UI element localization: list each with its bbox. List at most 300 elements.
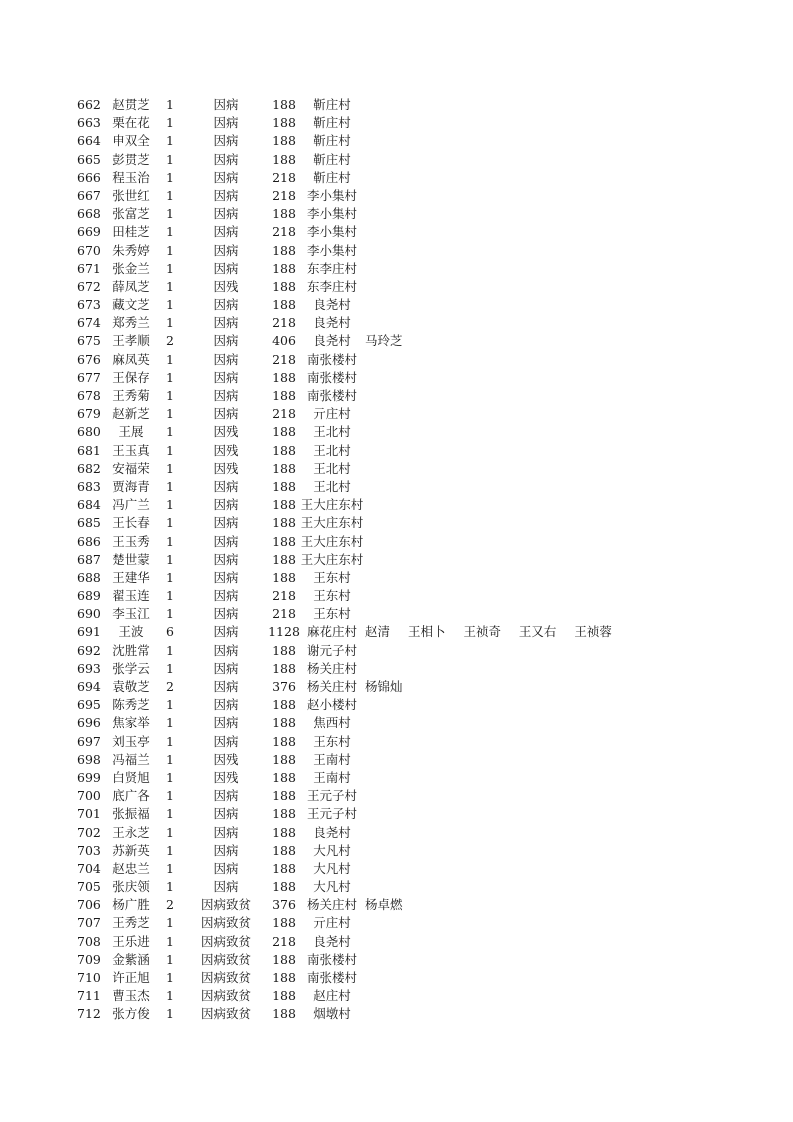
table-row bbox=[0, 842, 793, 860]
table-row bbox=[0, 860, 793, 878]
table-row bbox=[0, 369, 793, 387]
subsidy-amount: 188 bbox=[272, 388, 296, 403]
household-count: 2 bbox=[166, 897, 174, 913]
table-row bbox=[0, 114, 793, 132]
person-name: 翟玉连 bbox=[112, 588, 150, 604]
village-name: 烟墩村 bbox=[313, 1006, 351, 1022]
person-name: 王长春 bbox=[112, 515, 150, 531]
table-row bbox=[0, 151, 793, 169]
village-name: 南张楼村 bbox=[306, 388, 357, 403]
subsidy-amount: 188 bbox=[272, 697, 296, 713]
person-name: 彭贯芝 bbox=[112, 151, 150, 167]
poverty-reason: 因病 bbox=[213, 115, 239, 131]
household-count: 1 bbox=[166, 533, 174, 549]
poverty-reason: 因病 bbox=[213, 733, 239, 749]
household-count: 1 bbox=[166, 733, 174, 749]
subsidy-amount: 188 bbox=[272, 460, 296, 476]
person-name: 沈胜常 bbox=[112, 642, 150, 658]
subsidy-amount: 188 bbox=[272, 515, 296, 531]
village-name: 南张楼村 bbox=[306, 951, 357, 967]
subsidy-amount: 188 bbox=[272, 860, 296, 876]
table-row bbox=[0, 769, 793, 787]
village-name: 亓庄村 bbox=[313, 915, 351, 931]
subsidy-amount: 188 bbox=[272, 824, 296, 840]
row-number: 662 bbox=[77, 97, 101, 112]
table-row bbox=[0, 533, 793, 551]
poverty-reason: 因病 bbox=[213, 660, 239, 676]
poverty-reason: 因残 bbox=[213, 442, 239, 458]
table-row bbox=[0, 623, 793, 641]
village-name: 良尧村 bbox=[313, 933, 351, 949]
table-row bbox=[0, 951, 793, 969]
village-name: 良尧村 bbox=[313, 333, 351, 349]
table-row bbox=[0, 896, 793, 914]
household-members: 杨卓燃 bbox=[365, 897, 403, 913]
household-count: 1 bbox=[166, 824, 174, 840]
household-count: 1 bbox=[166, 351, 174, 367]
table-row bbox=[0, 242, 793, 260]
subsidy-amount: 188 bbox=[272, 715, 296, 731]
subsidy-amount: 188 bbox=[272, 533, 296, 549]
village-name: 赵小楼村 bbox=[306, 697, 357, 713]
row-number: 711 bbox=[77, 988, 101, 1004]
subsidy-amount: 188 bbox=[272, 478, 296, 494]
poverty-reason: 因病 bbox=[213, 806, 239, 822]
village-name: 王大庄东村 bbox=[300, 533, 364, 549]
table-row bbox=[0, 733, 793, 751]
household-count: 1 bbox=[166, 751, 174, 767]
row-number: 676 bbox=[77, 351, 101, 367]
household-members: 马玲芝 bbox=[365, 333, 403, 349]
household-count: 1 bbox=[166, 369, 174, 385]
person-name: 王玉秀 bbox=[112, 533, 150, 549]
village-name: 南张楼村 bbox=[306, 970, 357, 985]
table-row bbox=[0, 805, 793, 823]
subsidy-amount: 188 bbox=[272, 569, 296, 585]
subsidy-amount: 218 bbox=[272, 315, 296, 331]
household-count: 1 bbox=[166, 1006, 174, 1022]
household-count: 1 bbox=[166, 460, 174, 476]
person-name: 张世红 bbox=[112, 187, 150, 203]
table-row bbox=[0, 205, 793, 223]
poverty-reason: 因病 bbox=[213, 533, 239, 549]
person-name: 王波 bbox=[118, 624, 144, 640]
household-count: 2 bbox=[166, 679, 174, 694]
table-row bbox=[0, 132, 793, 150]
person-name: 王展 bbox=[118, 424, 144, 440]
person-name: 冯广兰 bbox=[112, 497, 150, 513]
subsidy-amount: 376 bbox=[272, 897, 296, 913]
poverty-reason: 因病 bbox=[213, 351, 239, 367]
village-name: 王东村 bbox=[313, 588, 351, 604]
row-number: 697 bbox=[77, 733, 101, 749]
village-name: 良尧村 bbox=[313, 824, 351, 840]
table-row bbox=[0, 496, 793, 514]
subsidy-amount: 188 bbox=[272, 260, 296, 276]
poverty-reason: 因病致贫 bbox=[200, 970, 251, 985]
subsidy-amount: 188 bbox=[272, 424, 296, 440]
person-name: 栗在花 bbox=[112, 115, 150, 131]
village-name: 南张楼村 bbox=[306, 351, 357, 367]
row-number: 684 bbox=[77, 497, 101, 513]
village-name: 靳庄村 bbox=[313, 115, 351, 131]
table-row bbox=[0, 878, 793, 896]
village-name: 王大庄东村 bbox=[300, 497, 364, 513]
subsidy-amount: 218 bbox=[272, 169, 296, 185]
subsidy-amount: 1128 bbox=[268, 624, 300, 640]
village-name: 南张楼村 bbox=[306, 369, 357, 385]
poverty-reason: 因病 bbox=[213, 860, 239, 876]
poverty-reason: 因残 bbox=[213, 769, 239, 785]
row-number: 701 bbox=[77, 806, 101, 822]
table-row bbox=[0, 987, 793, 1005]
poverty-reason: 因残 bbox=[213, 424, 239, 440]
table-row bbox=[0, 260, 793, 278]
table-row bbox=[0, 460, 793, 478]
household-count: 1 bbox=[166, 315, 174, 331]
table-row bbox=[0, 787, 793, 805]
household-count: 1 bbox=[166, 551, 174, 567]
household-count: 1 bbox=[166, 879, 174, 895]
village-name: 杨关庄村 bbox=[306, 897, 357, 913]
table-row bbox=[0, 187, 793, 205]
subsidy-amount: 188 bbox=[272, 442, 296, 458]
poverty-reason: 因病 bbox=[213, 569, 239, 585]
subsidy-amount: 188 bbox=[272, 879, 296, 895]
poverty-reason: 因病 bbox=[213, 497, 239, 513]
row-number: 680 bbox=[77, 424, 101, 440]
row-number: 669 bbox=[77, 224, 101, 240]
row-number: 670 bbox=[77, 242, 101, 258]
person-name: 王乐进 bbox=[112, 933, 150, 949]
household-count: 1 bbox=[166, 242, 174, 258]
subsidy-amount: 188 bbox=[272, 97, 296, 112]
table-row bbox=[0, 278, 793, 296]
poverty-reason: 因病 bbox=[213, 406, 239, 422]
household-members: 杨锦灿 bbox=[365, 679, 403, 694]
subsidy-amount: 188 bbox=[272, 115, 296, 131]
table-row bbox=[0, 223, 793, 241]
village-name: 赵庄村 bbox=[313, 988, 351, 1004]
poverty-reason: 因病 bbox=[213, 624, 239, 640]
poverty-reason: 因病 bbox=[213, 715, 239, 731]
person-name: 曹玉杰 bbox=[112, 988, 150, 1004]
household-count: 1 bbox=[166, 660, 174, 676]
household-count: 1 bbox=[166, 788, 174, 804]
row-number: 666 bbox=[77, 169, 101, 185]
person-name: 底广各 bbox=[112, 788, 150, 804]
village-name: 大凡村 bbox=[313, 860, 351, 876]
table-row bbox=[0, 442, 793, 460]
village-name: 杨关庄村 bbox=[306, 660, 357, 676]
person-name: 王玉真 bbox=[112, 442, 150, 458]
table-row bbox=[0, 914, 793, 932]
row-number: 677 bbox=[77, 369, 101, 385]
subsidy-amount: 188 bbox=[272, 297, 296, 313]
poverty-reason: 因病致贫 bbox=[200, 951, 251, 967]
household-count: 1 bbox=[166, 642, 174, 658]
household-count: 1 bbox=[166, 115, 174, 131]
person-name: 杨广胜 bbox=[112, 897, 150, 913]
village-name: 靳庄村 bbox=[313, 169, 351, 185]
poverty-reason: 因残 bbox=[213, 460, 239, 476]
table-row bbox=[0, 387, 793, 405]
subsidy-amount: 188 bbox=[272, 642, 296, 658]
subsidy-amount: 188 bbox=[272, 915, 296, 931]
household-members: 赵清 王相卜 王祯奇 王又右 王祯蓉 bbox=[365, 624, 612, 640]
table-row bbox=[0, 660, 793, 678]
row-number: 673 bbox=[77, 297, 101, 313]
subsidy-amount: 188 bbox=[272, 988, 296, 1004]
person-name: 张振福 bbox=[112, 806, 150, 822]
person-name: 焦家举 bbox=[112, 715, 150, 731]
household-count: 1 bbox=[166, 588, 174, 604]
household-count: 1 bbox=[166, 515, 174, 531]
household-count: 1 bbox=[166, 406, 174, 422]
household-count: 2 bbox=[166, 333, 174, 349]
village-name: 王南村 bbox=[313, 751, 351, 767]
household-count: 1 bbox=[166, 970, 174, 985]
person-name: 冯福兰 bbox=[112, 751, 150, 767]
subsidy-amount: 188 bbox=[272, 951, 296, 967]
row-number: 672 bbox=[77, 278, 101, 294]
household-count: 1 bbox=[166, 697, 174, 713]
table-row bbox=[0, 714, 793, 732]
poverty-reason: 因病 bbox=[213, 169, 239, 185]
subsidy-amount: 188 bbox=[272, 151, 296, 167]
row-number: 695 bbox=[77, 697, 101, 713]
village-name: 焦西村 bbox=[313, 715, 351, 731]
household-count: 1 bbox=[166, 260, 174, 276]
person-name: 王秀菊 bbox=[112, 388, 150, 403]
table-row bbox=[0, 605, 793, 623]
poverty-reason: 因病 bbox=[213, 260, 239, 276]
person-name: 王秀芝 bbox=[112, 915, 150, 931]
poverty-reason: 因病 bbox=[213, 388, 239, 403]
subsidy-amount: 188 bbox=[272, 369, 296, 385]
person-name: 许正旭 bbox=[112, 970, 150, 985]
household-count: 1 bbox=[166, 860, 174, 876]
household-count: 1 bbox=[166, 769, 174, 785]
poverty-reason: 因病 bbox=[213, 515, 239, 531]
village-name: 良尧村 bbox=[313, 315, 351, 331]
subsidy-amount: 406 bbox=[272, 333, 296, 349]
poverty-reason: 因病 bbox=[213, 97, 239, 112]
person-name: 麻凤英 bbox=[112, 351, 150, 367]
subsidy-amount: 188 bbox=[272, 806, 296, 822]
poverty-reason: 因病 bbox=[213, 187, 239, 203]
row-number: 703 bbox=[77, 842, 101, 858]
person-name: 程玉治 bbox=[112, 169, 150, 185]
household-count: 1 bbox=[166, 951, 174, 967]
table-row bbox=[0, 824, 793, 842]
village-name: 良尧村 bbox=[313, 297, 351, 313]
village-name: 大凡村 bbox=[313, 842, 351, 858]
roster-table bbox=[0, 96, 793, 1024]
person-name: 王永芝 bbox=[112, 824, 150, 840]
subsidy-amount: 188 bbox=[272, 970, 296, 985]
poverty-reason: 因残 bbox=[213, 751, 239, 767]
household-count: 1 bbox=[166, 497, 174, 513]
subsidy-amount: 188 bbox=[272, 497, 296, 513]
subsidy-amount: 188 bbox=[272, 751, 296, 767]
household-count: 1 bbox=[166, 478, 174, 494]
row-number: 704 bbox=[77, 860, 101, 876]
row-number: 708 bbox=[77, 933, 101, 949]
row-number: 664 bbox=[77, 133, 101, 149]
subsidy-amount: 218 bbox=[272, 933, 296, 949]
village-name: 王大庄东村 bbox=[300, 515, 364, 531]
row-number: 694 bbox=[77, 679, 101, 694]
person-name: 张金兰 bbox=[112, 260, 150, 276]
table-row bbox=[0, 696, 793, 714]
row-number: 674 bbox=[77, 315, 101, 331]
table-row bbox=[0, 332, 793, 350]
household-count: 1 bbox=[166, 915, 174, 931]
village-name: 大凡村 bbox=[313, 879, 351, 895]
poverty-reason: 因病 bbox=[213, 333, 239, 349]
household-count: 1 bbox=[166, 842, 174, 858]
table-row bbox=[0, 1005, 793, 1023]
person-name: 张方俊 bbox=[112, 1006, 150, 1022]
poverty-reason: 因病 bbox=[213, 133, 239, 149]
village-name: 杨关庄村 bbox=[306, 679, 357, 694]
household-count: 1 bbox=[166, 224, 174, 240]
village-name: 李小集村 bbox=[306, 224, 357, 240]
poverty-reason: 因病 bbox=[213, 369, 239, 385]
poverty-reason: 因病 bbox=[213, 242, 239, 258]
row-number: 663 bbox=[77, 115, 101, 131]
household-count: 1 bbox=[166, 442, 174, 458]
person-name: 陈秀芝 bbox=[112, 697, 150, 713]
village-name: 王北村 bbox=[313, 478, 351, 494]
poverty-reason: 因病致贫 bbox=[200, 897, 251, 913]
household-count: 1 bbox=[166, 606, 174, 622]
household-count: 1 bbox=[166, 933, 174, 949]
poverty-reason: 因病 bbox=[213, 606, 239, 622]
village-name: 王东村 bbox=[313, 569, 351, 585]
table-row bbox=[0, 678, 793, 696]
row-number: 702 bbox=[77, 824, 101, 840]
row-number: 707 bbox=[77, 915, 101, 931]
person-name: 张学云 bbox=[112, 660, 150, 676]
subsidy-amount: 188 bbox=[272, 842, 296, 858]
table-row bbox=[0, 351, 793, 369]
table-row bbox=[0, 969, 793, 987]
table-row bbox=[0, 314, 793, 332]
village-name: 靳庄村 bbox=[313, 97, 351, 112]
subsidy-amount: 188 bbox=[272, 206, 296, 222]
row-number: 682 bbox=[77, 460, 101, 476]
poverty-reason: 因病 bbox=[213, 879, 239, 895]
person-name: 王保存 bbox=[112, 369, 150, 385]
person-name: 白贤旭 bbox=[112, 769, 150, 785]
person-name: 申双全 bbox=[112, 133, 150, 149]
table-row bbox=[0, 96, 793, 114]
subsidy-amount: 218 bbox=[272, 606, 296, 622]
row-number: 668 bbox=[77, 206, 101, 222]
person-name: 刘玉亭 bbox=[112, 733, 150, 749]
poverty-reason: 因病致贫 bbox=[200, 915, 251, 931]
row-number: 693 bbox=[77, 660, 101, 676]
table-row bbox=[0, 169, 793, 187]
poverty-reason: 因病 bbox=[213, 297, 239, 313]
poverty-reason: 因病致贫 bbox=[200, 988, 251, 1004]
village-name: 靳庄村 bbox=[313, 151, 351, 167]
row-number: 705 bbox=[77, 879, 101, 895]
village-name: 谢元子村 bbox=[306, 642, 357, 658]
household-count: 1 bbox=[166, 187, 174, 203]
poverty-reason: 因病 bbox=[213, 224, 239, 240]
poverty-reason: 因病致贫 bbox=[200, 1006, 251, 1022]
row-number: 685 bbox=[77, 515, 101, 531]
household-count: 1 bbox=[166, 133, 174, 149]
household-count: 1 bbox=[166, 424, 174, 440]
row-number: 689 bbox=[77, 588, 101, 604]
table-row bbox=[0, 405, 793, 423]
person-name: 薛凤芝 bbox=[112, 278, 150, 294]
person-name: 田桂芝 bbox=[112, 224, 150, 240]
person-name: 赵忠兰 bbox=[112, 860, 150, 876]
table-row bbox=[0, 751, 793, 769]
table-row bbox=[0, 478, 793, 496]
table-row bbox=[0, 551, 793, 569]
person-name: 安福荣 bbox=[112, 460, 150, 476]
row-number: 686 bbox=[77, 533, 101, 549]
row-number: 706 bbox=[77, 897, 101, 913]
poverty-reason: 因病 bbox=[213, 315, 239, 331]
row-number: 696 bbox=[77, 715, 101, 731]
subsidy-amount: 218 bbox=[272, 224, 296, 240]
poverty-reason: 因病 bbox=[213, 551, 239, 567]
subsidy-amount: 218 bbox=[272, 588, 296, 604]
person-name: 王建华 bbox=[112, 569, 150, 585]
table-row bbox=[0, 642, 793, 660]
village-name: 王南村 bbox=[313, 769, 351, 785]
subsidy-amount: 188 bbox=[272, 660, 296, 676]
person-name: 张富芝 bbox=[112, 206, 150, 222]
poverty-reason: 因残 bbox=[213, 278, 239, 294]
poverty-reason: 因病 bbox=[213, 788, 239, 804]
household-count: 1 bbox=[166, 278, 174, 294]
table-row bbox=[0, 514, 793, 532]
row-number: 709 bbox=[77, 951, 101, 967]
subsidy-amount: 188 bbox=[272, 242, 296, 258]
person-name: 苏新英 bbox=[112, 842, 150, 858]
row-number: 699 bbox=[77, 769, 101, 785]
row-number: 671 bbox=[77, 260, 101, 276]
person-name: 藏文芝 bbox=[112, 297, 150, 313]
household-count: 6 bbox=[166, 624, 174, 640]
row-number: 712 bbox=[77, 1006, 101, 1022]
household-count: 1 bbox=[166, 97, 174, 112]
poverty-reason: 因病致贫 bbox=[200, 933, 251, 949]
poverty-reason: 因病 bbox=[213, 842, 239, 858]
poverty-reason: 因病 bbox=[213, 151, 239, 167]
village-name: 王元子村 bbox=[306, 788, 357, 804]
subsidy-amount: 188 bbox=[272, 551, 296, 567]
village-name: 麻花庄村 bbox=[306, 624, 357, 640]
subsidy-amount: 188 bbox=[272, 278, 296, 294]
person-name: 王孝顺 bbox=[112, 333, 150, 349]
village-name: 王东村 bbox=[313, 733, 351, 749]
person-name: 赵新芝 bbox=[112, 406, 150, 422]
person-name: 李玉江 bbox=[112, 606, 150, 622]
row-number: 691 bbox=[77, 624, 101, 640]
village-name: 王大庄东村 bbox=[300, 551, 364, 567]
poverty-reason: 因病 bbox=[213, 206, 239, 222]
subsidy-amount: 188 bbox=[272, 1006, 296, 1022]
